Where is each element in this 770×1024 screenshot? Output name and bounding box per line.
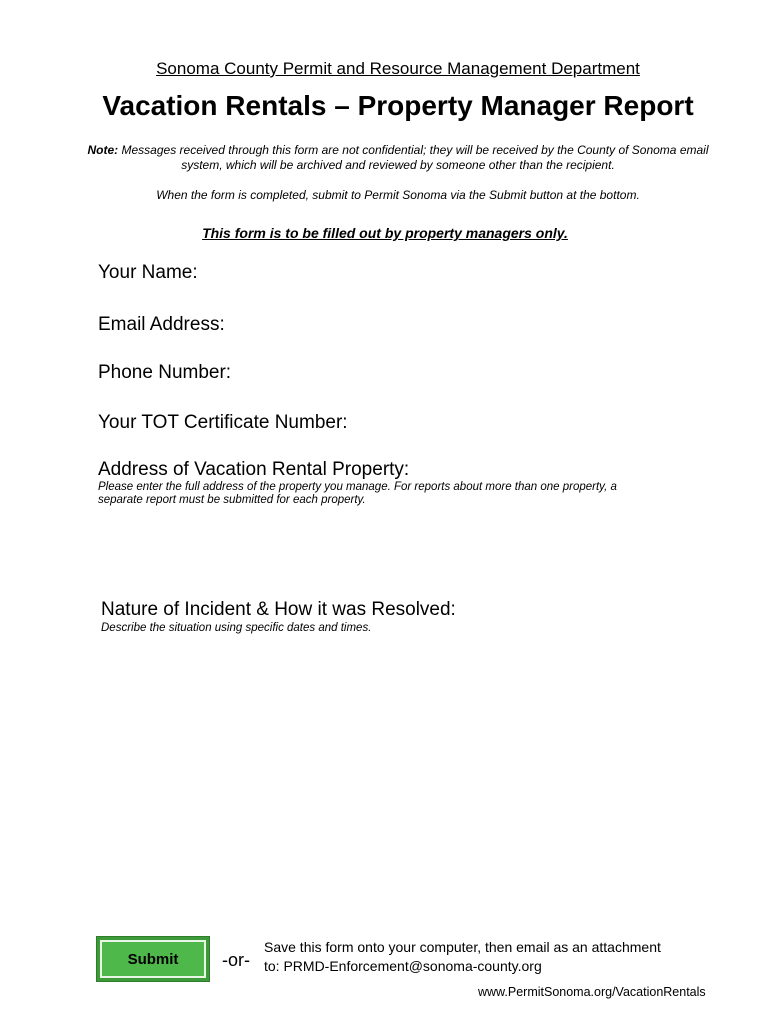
- note-text: Messages received through this form are not confidential; they will be received by the County of Sonoma email system, which will be archived and reviewed by someone other than the recipient.: [121, 143, 709, 172]
- phone-input[interactable]: [245, 364, 689, 388]
- address-input[interactable]: [98, 512, 702, 596]
- address-label: Address of Vacation Rental Property:: [98, 459, 410, 480]
- note-label: Note:: [87, 143, 119, 157]
- tot-certificate-input[interactable]: [372, 414, 696, 438]
- address-help-text: Please enter the full address of the property you manage. For reports about more than one property, a separate report must be submitted for each property.: [98, 481, 617, 506]
- email-instructions-line2: to: PRMD-Enforcement@sonoma-county.org: [264, 958, 542, 974]
- email-label: Email Address:: [98, 314, 225, 335]
- name-label: Your Name:: [98, 262, 198, 283]
- incident-input[interactable]: [101, 642, 705, 926]
- website-url: www.PermitSonoma.org/VacationRentals: [478, 985, 706, 999]
- submit-instruction: When the form is completed, submit to Permit Sonoma via the Submit button at the bottom.: [156, 188, 640, 202]
- incident-label: Nature of Incident & How it was Resolved:: [101, 599, 456, 620]
- email-input[interactable]: [240, 316, 694, 340]
- email-instructions-line1: Save this form onto your computer, then email as an attachment: [264, 939, 661, 955]
- department-heading: Sonoma County Permit and Resource Management Department: [156, 59, 640, 78]
- tot-certificate-label: Your TOT Certificate Number:: [98, 412, 348, 433]
- or-separator: -or-: [222, 950, 250, 970]
- confidentiality-note: [70, 143, 726, 173]
- page-title: Vacation Rentals – Property Manager Report: [102, 90, 694, 121]
- name-input[interactable]: [212, 264, 686, 288]
- phone-label: Phone Number:: [98, 362, 232, 383]
- incident-help-text: Describe the situation using specific dates and times.: [101, 622, 372, 634]
- submit-button[interactable]: Submit: [97, 937, 209, 981]
- email-instructions: [264, 938, 661, 976]
- managers-only-notice: This form is to be filled out by property managers only.: [202, 225, 568, 241]
